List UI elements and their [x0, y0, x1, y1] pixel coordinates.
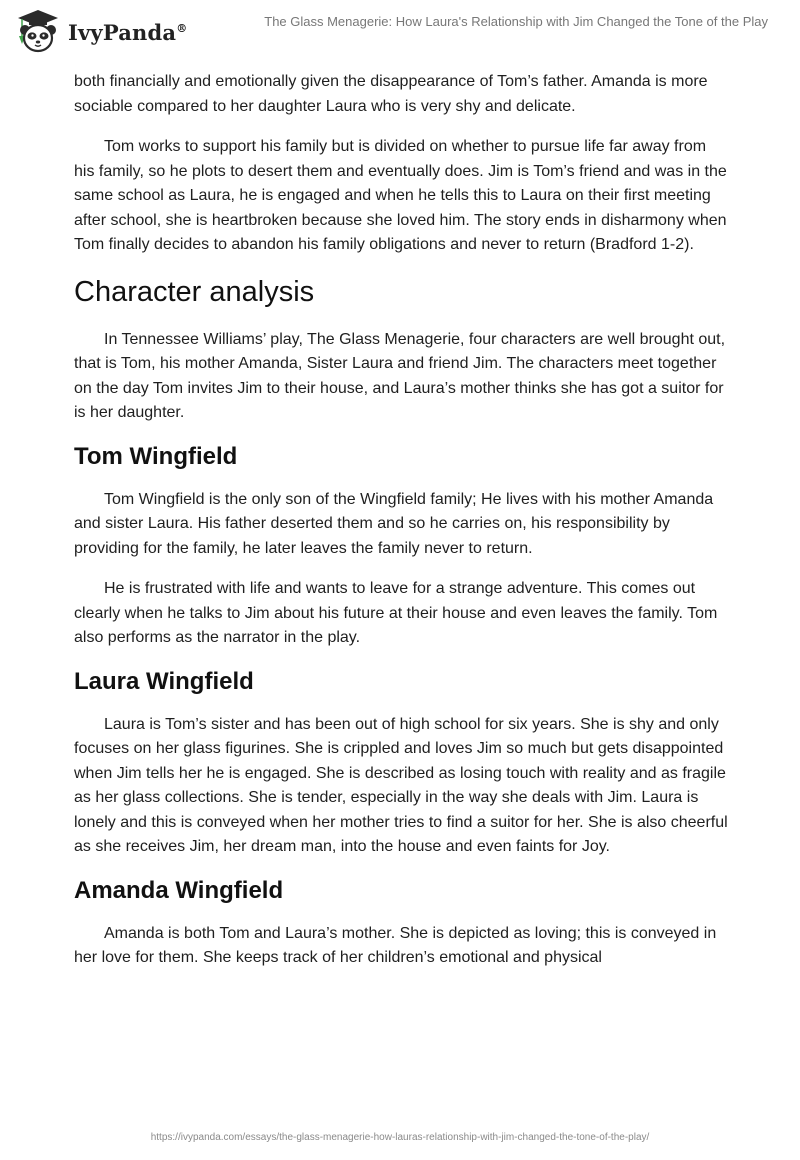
paragraph: He is frustrated with life and wants to leave for a strange adventure. This comes out clearly when he talks to Jim about his future at their house and even leaves the family. Tom also performs as the narrator in the play.	[74, 580, 718, 646]
paragraph: Tom works to support his family but is divided on whether to pursue life far away from his family, so he plots to desert them and eventually does. Jim is Tom’s friend and was in the same school as Laura, he is engaged and when he tells this to Laura on their first meeting after school, she is heartbroken because she loved him. The story ends in disharmony when Tom finally decides to abandon his family obligations and never to return (Bradford 1-2).	[74, 138, 727, 253]
panda-graduate-icon	[14, 8, 64, 56]
paragraph: Tom Wingfield is the only son of the Wingfield family; He lives with his mother Amanda and sister Laura. His father deserted them and so he carries on, his responsibility by providing for the family, he later leaves the family never to return.	[74, 490, 714, 557]
paragraph: In Tennessee Williams’ play, The Glass Menagerie, four characters are well brought out, that is Tom, his mother Amanda, Sister Laura and friend Jim. The characters meet together on the day Tom invites Jim to their house, and Laura’s mother thinks she has got a suitor for is her daughter.	[74, 330, 726, 421]
paragraph: Laura is Tom’s sister and has been out of high school for six years. She is shy and only focuses on her glass figurines. She is crippled and loves Jim so much but gets disappointed when Jim tells her he is engaged. She is described as losing touch with reality and as fragile as her glass collections. She is tender, especially in the way she deals with Jim. Laura is lonely and this is conveyed when her mother tries to find a suitor for her. She is also cheerful as she receives Jim, her dream man, into the house and even faints for Joy.	[74, 715, 728, 855]
subheading-tom-wingfield: Tom Wingfield	[74, 442, 238, 470]
section-heading-character-analysis: Character analysis	[74, 275, 315, 308]
document-title: The Glass Menagerie: How Laura's Relationship with Jim Changed the Tone of the Play	[264, 14, 768, 29]
source-url[interactable]: https://ivypanda.com/essays/the-glass-menagerie-how-lauras-relationship-with-jim-changed-the-tone-of-the-play/	[150, 1132, 650, 1143]
logo-text: IvyPanda®	[68, 19, 188, 45]
subheading-laura-wingfield: Laura Wingfield	[74, 667, 254, 695]
paragraph: Amanda is both Tom and Laura’s mother. She is depicted as loving; this is conveyed in her love for them. She keeps track of her children’s emotional and physical	[74, 924, 717, 966]
ivypanda-logo[interactable]	[14, 8, 187, 56]
essay-content	[74, 70, 730, 987]
paragraph: both financially and emotionally given the disappearance of Tom’s father. Amanda is more sociable compared to her daughter Laura who is very shy and delicate.	[74, 73, 708, 115]
subheading-amanda-wingfield: Amanda Wingfield	[74, 876, 284, 904]
page-header	[0, 0, 800, 66]
